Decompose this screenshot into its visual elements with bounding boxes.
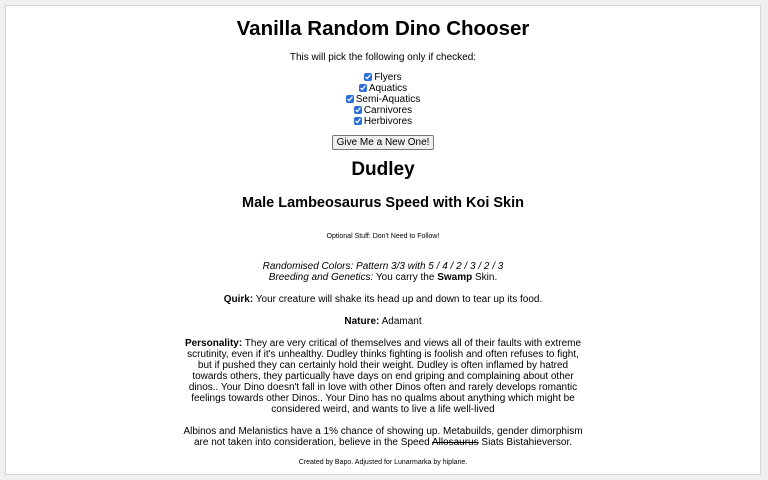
carnivores-checkbox[interactable] [354,106,362,114]
footnote-pre: Albinos and Melanistics have a 1% chance of showing up. Metabuilds, gender dimorphism are not taken into consideration, believe in the Speed [183,426,583,448]
page-container [5,5,761,475]
colors-value: Pattern 3/3 with 5 / 4 / 2 / 3 / 2 / 3 [356,261,504,272]
colors-section [181,261,586,283]
colors-line [181,261,586,272]
quirk-label: Quirk: [223,294,254,305]
new-dino-button[interactable]: Give Me a New One! [332,135,435,150]
breeding-line [181,272,586,283]
filter-aquatics[interactable] [6,83,760,94]
credit-line: Created by Bapo. Adjusted for Lunarmarka by hiplane. [298,459,468,466]
optional-note: Optional Stuff: Don't Need to Follow! [326,233,440,240]
personality-label: Personality: [184,338,243,349]
filter-carnivores[interactable] [6,105,760,116]
filter-intro: This will pick the following only if checked: [289,52,477,63]
filter-flyers[interactable] [6,72,760,83]
footnote-post: Siats Bistahieversor. [481,437,573,448]
quirk-text: Your creature will shake its head up and down to tear up its food. [255,294,543,305]
breeding-skin: Swamp [437,272,473,283]
nature-label: Nature: [344,316,380,327]
dino-name: Dudley [351,159,415,180]
filter-checkboxes [6,72,760,127]
page-title: Vanilla Random Dino Chooser [236,17,530,40]
breeding-post: Skin. [475,272,498,283]
filter-semi-aquatics[interactable] [6,94,760,105]
carnivores-label: Carnivores [363,105,413,116]
herbivores-checkbox[interactable] [354,117,362,125]
semi-aquatics-checkbox[interactable] [346,95,354,103]
personality-section [181,338,586,415]
dino-description: Male Lambeosaurus Speed with Koi Skin [241,195,524,211]
semi-aquatics-label: Semi-Aquatics [355,94,421,105]
filter-herbivores[interactable] [6,116,760,127]
nature-text: Adamant [381,316,422,327]
flyers-label: Flyers [374,72,402,83]
footnote-struck: Allosaurus [431,437,479,448]
flyers-checkbox[interactable] [364,73,372,81]
nature-section [181,316,586,327]
footnote [181,426,586,448]
herbivores-label: Herbivores [363,116,413,127]
breeding-pre: You carry the [375,272,435,283]
colors-label: Randomised Colors: [262,261,354,272]
aquatics-label: Aquatics [368,83,408,94]
aquatics-checkbox[interactable] [359,84,367,92]
quirk-section [181,294,586,305]
personality-text: They are very critical of themselves and views all of their faults with extreme scrutinity, even if it's unhealthy. Dudley thinks fighting is foolish and often refuses to fight, but if pushed they can certainly hold their weight. Dudley is often inflamed by hatred towards others, they particually have days on end griping and complaining about other dinos.. Your Dino doesn't fall in love with other Dinos often and rarely develops romantic feelings towards other Dinos.. Your Dino has no qualms about anything which might be considered weird, and wants to live a life well-lived [187,338,582,415]
breeding-label: Breeding and Genetics: [268,272,374,283]
